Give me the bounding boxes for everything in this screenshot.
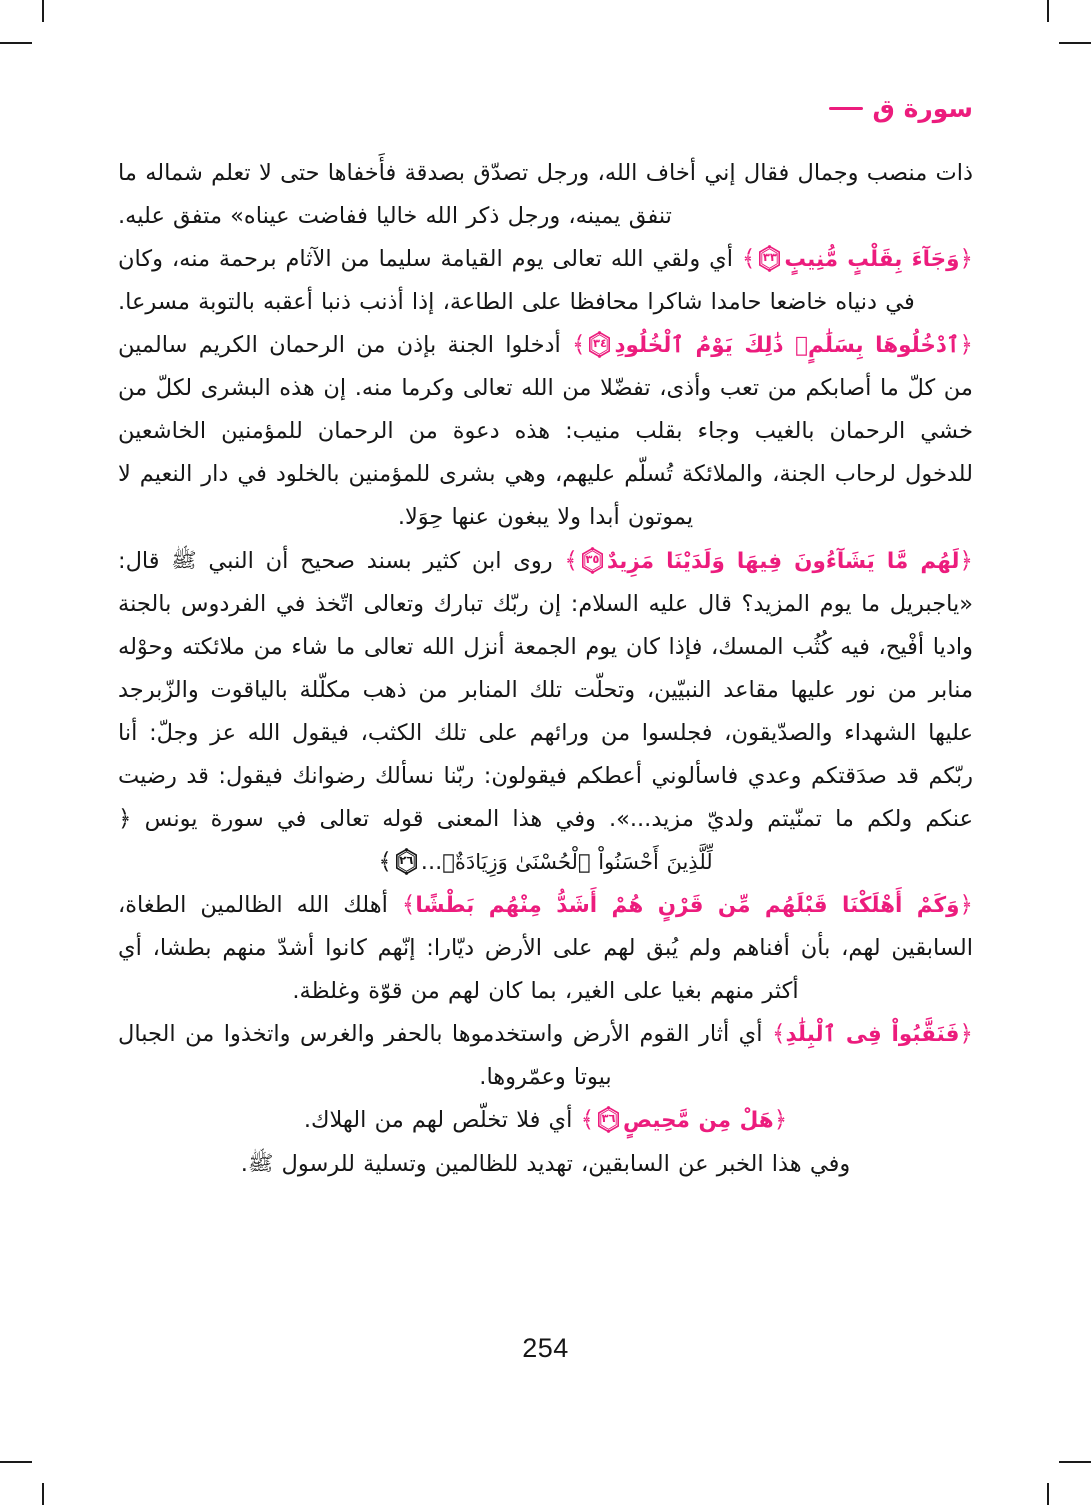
crop-mark-bottom-left-vertical xyxy=(42,1483,44,1505)
commentary-text: . xyxy=(240,1151,248,1177)
commentary-text: أي ولقي الله تعالى يوم القيامة سليما من الآثام برحمة منه، وكان في دنياه خاضعا حامدا شاكرا محافظا على الطاعة، إذا أذنب ذنبا أعقبه بالتوبة مسرعا. xyxy=(118,246,915,315)
running-head-rule-icon xyxy=(829,107,863,110)
commentary-text: ذات منصب وجمال فقال إني أخاف الله، ورجل تصدّق بصدقة فأَخفاها حتى لا تعلم شماله ما تنفق يمينه، ورجل ذكر الله خاليا ففاضت عيناه» متفق عليه. xyxy=(118,160,973,229)
verse-bracket-close-icon: ﴾ xyxy=(572,332,586,358)
verse-bracket-close-icon: ﴾ xyxy=(401,892,416,918)
verse-number-medallion: ٣٦ xyxy=(595,1105,622,1132)
quran-verse-text: وَجَآءَ بِقَلْبٍ مُّنِيبٍ xyxy=(784,247,960,272)
paragraph-p4-ayah-35 xyxy=(118,539,973,884)
crop-mark-top-right-horizontal xyxy=(1059,42,1091,44)
crop-mark-top-right-vertical xyxy=(1047,0,1049,22)
paragraph-p6-ayah-36b xyxy=(118,1013,973,1099)
quran-verse-text: فَنَقَّبُواْ فِى ٱلْبِلَٰدِ xyxy=(785,1022,960,1047)
verse-number-medallion: ٣٤ xyxy=(586,330,613,357)
verse-number-medallion: ٣٥ xyxy=(579,546,606,573)
verse-bracket-close-icon: ﴾ xyxy=(772,1021,786,1047)
commentary-text: أهلك الله الظالمين الطغاة، السابقين لهم، بأن أفناهم ولم يُبق لهم على الأرض ديّارا: إنّهم كانوا أشدّ منهم بطشا، أي أكثر منهم بغيا على الغير، بما كان لهم من قوّة وغلظة. xyxy=(118,892,973,1004)
quran-verse-text-secondary: لِّلَّذِينَ أَحْسَنُواْ ٱلْحُسْنَىٰ وَزِيَادَةٌۖ xyxy=(442,850,713,874)
quran-verse-text: لَهُم مَّا يَشَآءُونَ فِيهَا وَلَدَيْنَا مَزِيدٌ xyxy=(606,549,960,574)
page-body-text xyxy=(118,152,973,1186)
commentary-text: روى ابن كثير بسند صحيح أن النبي xyxy=(196,548,565,574)
crop-mark-top-left-vertical xyxy=(42,0,44,22)
paragraph-p8-closing xyxy=(118,1142,973,1186)
verse-number-medallion: ٣٣ xyxy=(756,244,783,271)
commentary-text: وفي هذا الخبر عن السابقين، تهديد للظالمين وتسلية للرسول xyxy=(273,1151,851,1177)
commentary-text: قال: «ياجبريل ما يوم المزيد؟ قال عليه السلام: إن ربّك تبارك وتعالى اتّخذ في الفردوس بالجنة واديا أفْيح، فيه كُثُب المسك، فإذا كان يوم الجمعة أنزل الله تعالى ما شاء من ملائكته وحوْله منابر من نور عليها مقاعد النبيّين، وتحلّت تلك المنابر من ذهب مكلّلة بالياقوت والزّبرجد عليها الشهداء والصدّيقون، فجلسوا من ورائهم على تلك الكثب، فيقول الله عز وجلّ: أنا ربّكم قد صدَقتكم وعدي فاسألوني أعطكم فيقولون: ربّنا نسألك رضوانك فيقول: قد رضيت عنكم ولكم ما تمنّيتم ولديّ مزيد...». وفي هذا المعنى قوله تعالى في سورة يونس xyxy=(118,548,973,832)
paragraph-p3-ayah-34 xyxy=(118,324,973,539)
paragraph-p5-ayah-36a xyxy=(118,884,973,1013)
paragraph-p2-ayah-33 xyxy=(118,238,973,324)
verse-bracket-close-icon: ﴾ xyxy=(564,548,578,574)
salawat-glyph-icon: ﷺ xyxy=(171,548,197,572)
running-head xyxy=(829,96,973,121)
quran-verse-text: ٱدْخُلُوهَا بِسَلَٰمٍۖ ذَٰلِكَ يَوْمُ ٱلْخُلُودِ xyxy=(614,333,960,358)
crop-mark-bottom-right-vertical xyxy=(1047,1483,1049,1505)
verse-number-medallion: ٢٦ xyxy=(393,847,420,874)
commentary-text: أي فلا تخلّص لهم من الهلاك. xyxy=(303,1107,581,1133)
running-head-surah-label: سورة ق xyxy=(872,94,973,123)
crop-mark-top-left-horizontal xyxy=(0,42,32,44)
paragraph-p1-hadith-tail xyxy=(118,152,973,238)
verse-bracket-open-icon: ﴿ xyxy=(959,548,973,574)
verse-bracket-close-icon: ﴾ xyxy=(580,1107,595,1133)
crop-mark-bottom-right-horizontal xyxy=(1059,1461,1091,1463)
verse-bracket-open-icon: ﴿ xyxy=(959,1021,973,1047)
crop-mark-bottom-left-horizontal xyxy=(0,1461,32,1463)
verse-bracket-open-icon: ﴿ xyxy=(959,892,973,918)
commentary-text: ... xyxy=(420,849,443,875)
paragraph-p7-ayah-36c xyxy=(118,1099,973,1142)
verse-bracket-close-icon: ﴾ xyxy=(378,849,392,875)
commentary-text: أي أثار القوم الأرض واستخدموها بالحفر والغرس واتخذوا من الجبال بيوتا وعمّروها. xyxy=(118,1021,773,1090)
verse-bracket-open-icon: ﴿ xyxy=(773,1107,788,1133)
verse-bracket-close-icon: ﴾ xyxy=(741,246,756,272)
page-number: 254 xyxy=(522,1333,569,1363)
quran-verse-text: وَكَمْ أَهْلَكْنَا قَبْلَهُم مِّن قَرْنٍ هُمْ أَشَدُّ مِنْهُم بَطْشًا xyxy=(415,893,960,918)
verse-bracket-open-icon: ﴿ xyxy=(959,246,974,272)
commentary-text: أدخلوا الجنة بإذن من الرحمان الكريم سالمين من كلّ ما أصابكم من تعب وأذى، تفضّلا من الله تعالى وكرما منه. إن هذه البشرى لكلّ من خشي الرحمان بالغيب وجاء بقلب منيب: هذه دعوة من الرحمان للمؤمنين الخاشعين للدخول لرحاب الجنة، والملائكة تُسلّم عليهم، وهي بشرى للمؤمنين بالخلود في دار النعيم لا يموتون أبدا ولا يبغون عنها حِوَلا. xyxy=(118,332,973,530)
salawat-glyph-icon: ﷺ xyxy=(247,1151,274,1175)
verse-bracket-open-icon: ﴿ xyxy=(959,332,973,358)
quran-verse-text: هَلْ مِن مَّحِيصٍ xyxy=(623,1108,774,1133)
verse-bracket-open-icon: ﴿ xyxy=(118,806,132,832)
